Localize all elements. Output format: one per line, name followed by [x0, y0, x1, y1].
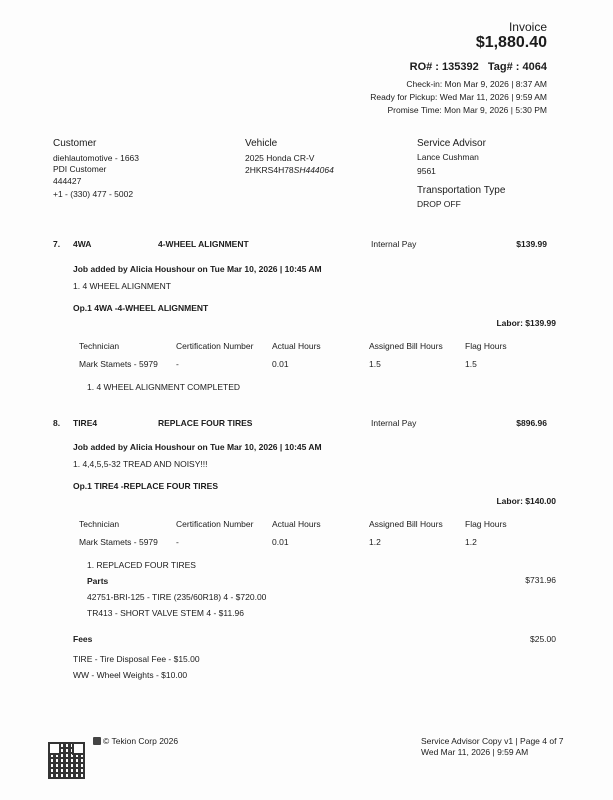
- fee-line: TIRE - Tire Disposal Fee - $15.00: [73, 654, 200, 664]
- qr-code: [48, 742, 85, 779]
- part-line: 42751-BRI-125 - TIRE (235/60R18) 4 - $720.00: [87, 592, 267, 602]
- cert-header: Certification Number: [176, 341, 254, 351]
- ready-pickup-time: Ready for Pickup: Wed Mar 11, 2026 | 9:59 AM: [370, 92, 547, 102]
- job-added-by: Job added by Alicia Houshour on Tue Mar 10, 2026 | 10:45 AM: [73, 264, 322, 274]
- job-code: 4WA: [73, 239, 92, 249]
- advisor-name: Lance Cushman: [417, 152, 479, 162]
- advisor-label: Service Advisor: [417, 138, 486, 149]
- technician-header: Technician: [79, 519, 120, 529]
- job-title: REPLACE FOUR TIRES: [158, 418, 253, 428]
- job-pay-type: Internal Pay: [371, 239, 417, 249]
- flag-hours: 1.5: [465, 359, 477, 369]
- parts-label: Parts: [87, 576, 109, 586]
- job-pay-type: Internal Pay: [371, 418, 417, 428]
- fees-total: $25.00: [530, 634, 556, 644]
- customer-phone: +1 - (330) 477 - 5002: [53, 189, 134, 199]
- job-amount: $896.96: [516, 418, 547, 428]
- tekion-logo-icon: [93, 737, 101, 745]
- customer-id: 444427: [53, 176, 82, 186]
- technician-name: Mark Stamets - 5979: [79, 537, 158, 547]
- customer-name: diehlautomotive - 1663: [53, 153, 140, 163]
- job-operation: Op.1 4WA -4-WHEEL ALIGNMENT: [73, 303, 209, 313]
- job-number: 7.: [53, 239, 61, 249]
- job-code: TIRE4: [73, 418, 98, 428]
- job-added-by: Job added by Alicia Houshour on Tue Mar 10, 2026 | 10:45 AM: [73, 442, 322, 452]
- technician-header: Technician: [79, 341, 120, 351]
- vehicle-label: Vehicle: [245, 138, 278, 149]
- checkin-time: Check-in: Mon Mar 9, 2026 | 8:37 AM: [406, 79, 547, 89]
- vehicle-vin: [245, 165, 334, 175]
- job-labor: Labor: $139.99: [496, 318, 556, 328]
- assigned-hours-header: Assigned Bill Hours: [369, 341, 443, 351]
- copy-page-info: Service Advisor Copy v1 | Page 4 of 7: [421, 736, 564, 746]
- flag-hours: 1.2: [465, 537, 477, 547]
- job-concern: 1. 4,4,5,5-32 TREAD AND NOISY!!!: [73, 459, 208, 469]
- transport-type: DROP OFF: [417, 199, 461, 209]
- vehicle-model: 2025 Honda CR-V: [245, 153, 315, 163]
- job-labor: Labor: $140.00: [496, 496, 556, 506]
- cert-number: -: [176, 537, 179, 547]
- job-concern: 1. 4 WHEEL ALIGNMENT: [73, 281, 171, 291]
- fees-label: Fees: [73, 634, 93, 644]
- parts-total: $731.96: [525, 575, 556, 585]
- customer-label: Customer: [53, 138, 97, 149]
- advisor-id: 9561: [417, 166, 436, 176]
- part-line: TR413 - SHORT VALVE STEM 4 - $11.96: [87, 608, 244, 618]
- customer-type: PDI Customer: [53, 164, 107, 174]
- flag-hours-header: Flag Hours: [465, 341, 507, 351]
- job-number: 8.: [53, 418, 61, 428]
- ro-tag-numbers: RO# : 135392 Tag# : 4064: [409, 61, 547, 73]
- cert-header: Certification Number: [176, 519, 254, 529]
- assigned-hours: 1.2: [369, 537, 381, 547]
- invoice-total: $1,880.40: [475, 34, 547, 51]
- job-amount: $139.99: [516, 239, 547, 249]
- copyright: © Tekion Corp 2026: [103, 736, 179, 746]
- flag-hours-header: Flag Hours: [465, 519, 507, 529]
- assigned-hours: 1.5: [369, 359, 381, 369]
- assigned-hours-header: Assigned Bill Hours: [369, 519, 443, 529]
- vin-suffix: SH444064: [293, 165, 334, 175]
- job-correction: 1. REPLACED FOUR TIRES: [87, 560, 196, 570]
- cert-number: -: [176, 359, 179, 369]
- promise-time: Promise Time: Mon Mar 9, 2026 | 5:30 PM: [387, 105, 547, 115]
- transport-type-label: Transportation Type: [417, 185, 506, 196]
- technician-name: Mark Stamets - 5979: [79, 359, 158, 369]
- actual-hours-header: Actual Hours: [272, 341, 321, 351]
- job-title: 4-WHEEL ALIGNMENT: [158, 239, 249, 249]
- job-correction: 1. 4 WHEEL ALIGNMENT COMPLETED: [87, 382, 241, 392]
- document-type: Invoice: [508, 20, 547, 34]
- vin-prefix: 2HKRS4H78: [245, 165, 294, 175]
- actual-hours: 0.01: [272, 537, 289, 547]
- actual-hours: 0.01: [272, 359, 289, 369]
- fee-line: WW - Wheel Weights - $10.00: [73, 670, 188, 680]
- actual-hours-header: Actual Hours: [272, 519, 321, 529]
- printed-time: Wed Mar 11, 2026 | 9:59 AM: [421, 747, 529, 757]
- job-operation: Op.1 TIRE4 -REPLACE FOUR TIRES: [73, 481, 218, 491]
